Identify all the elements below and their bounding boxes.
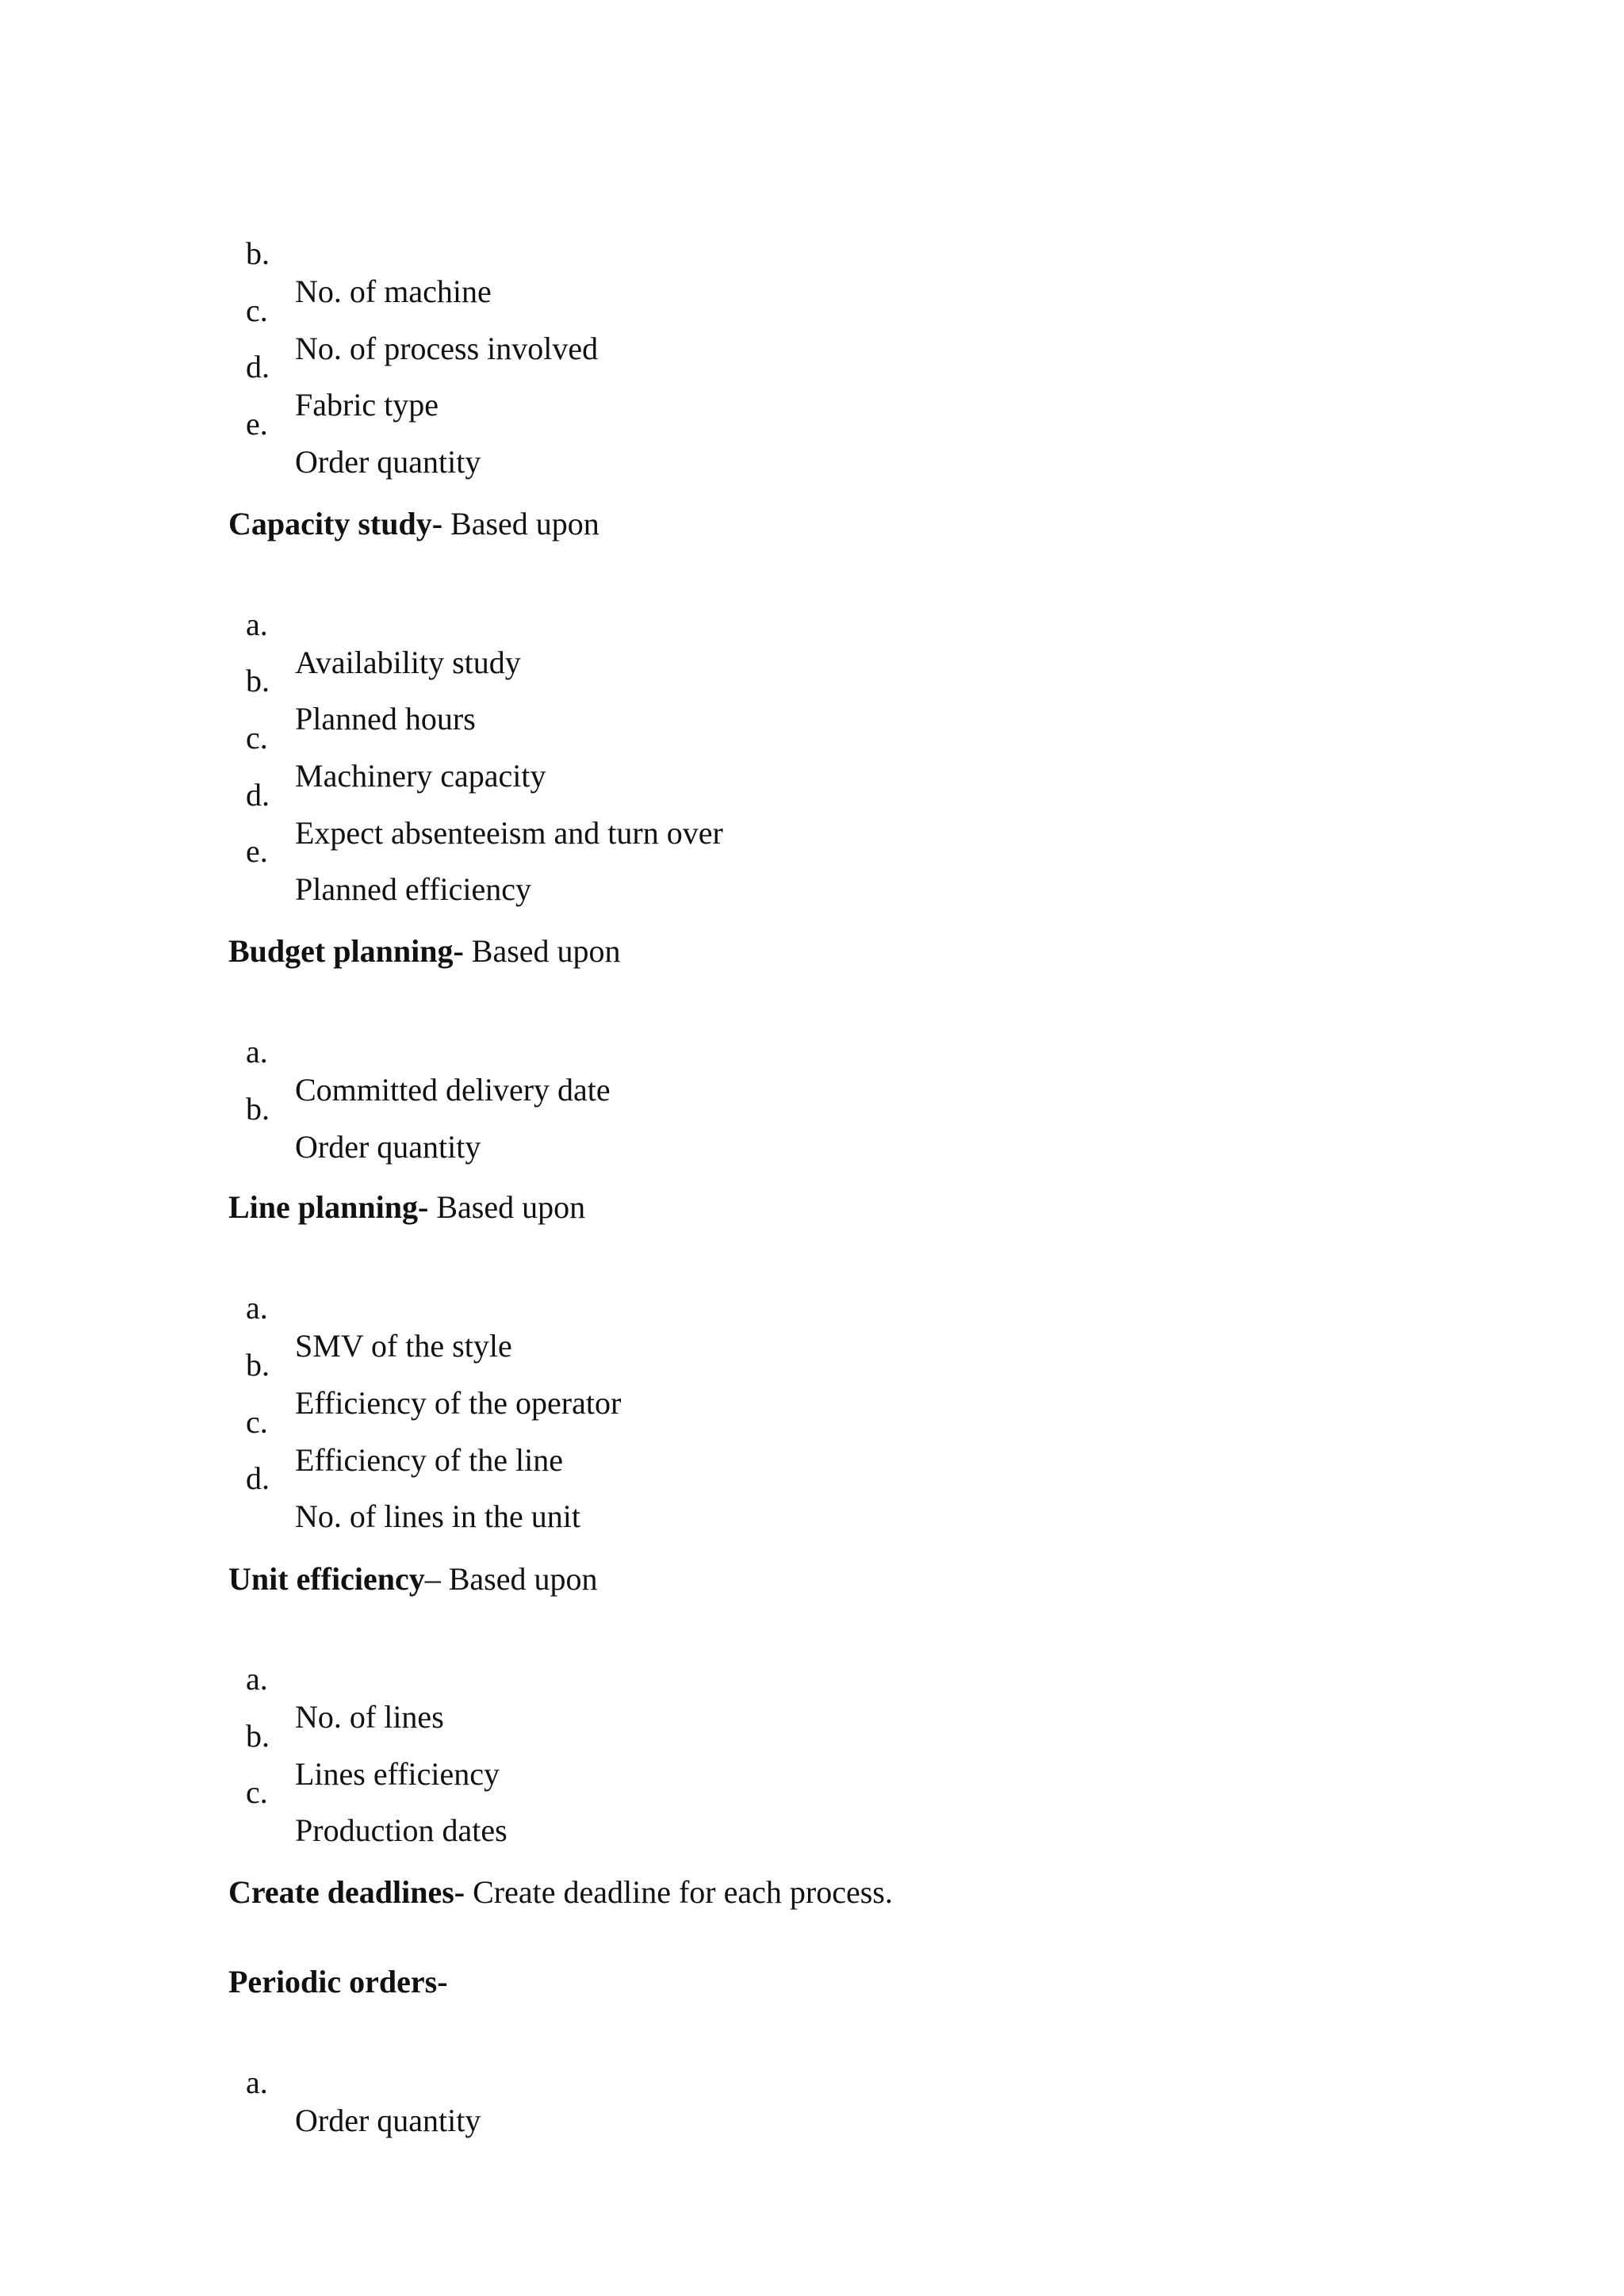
list-item-text: Planned efficiency (295, 871, 532, 907)
heading-label: Periodic orders- (228, 1964, 448, 1999)
section-heading-capacity-study (197, 467, 599, 581)
heading-label: Line planning- (228, 1189, 429, 1225)
list-item-text: Production dates (295, 1812, 508, 1848)
list-marker: a. (246, 1034, 268, 1070)
list-marker: b. (246, 1091, 270, 1127)
list-marker: e. (246, 833, 268, 869)
list-item-text: Order quantity (295, 444, 481, 480)
list-marker: b. (246, 1718, 270, 1754)
heading-rest: Based upon (428, 1189, 586, 1225)
list-marker: b. (246, 663, 270, 698)
heading-rest: Based upon (463, 933, 621, 969)
list-item-text: Order quantity (295, 2103, 481, 2138)
list-item-text: No. of lines in the unit (295, 1498, 580, 1534)
list-marker: c. (246, 720, 268, 756)
list-item (0, 2026, 481, 2178)
list-item-text: Planned hours (295, 701, 476, 737)
list-item-text: Availability study (295, 645, 521, 680)
list-item-text: Machinery capacity (295, 758, 546, 794)
list-item-text: Efficiency of the line (295, 1442, 564, 1478)
list-item-text: Order quantity (295, 1129, 481, 1165)
list-marker: a. (246, 1661, 268, 1697)
section-heading-budget-planning (197, 894, 621, 1008)
heading-label: Unit efficiency (228, 1561, 425, 1597)
list-item-text: Expect absenteeism and turn over (295, 815, 723, 851)
heading-rest: Create deadline for each process. (465, 1874, 893, 1910)
list-marker: b. (246, 235, 270, 271)
list-item-text: Efficiency of the operator (295, 1385, 622, 1421)
section-heading-periodic-orders (197, 1925, 448, 2039)
list-item-text: Lines efficiency (295, 1756, 500, 1792)
list-marker: d. (246, 777, 270, 813)
list-item-text: Committed delivery date (295, 1072, 611, 1108)
list-marker: e. (246, 406, 268, 442)
list-marker: d. (246, 1460, 270, 1496)
list-item-text: SMV of the style (295, 1328, 512, 1364)
heading-label: Create deadlines- (228, 1874, 465, 1910)
list-marker: c. (246, 1404, 268, 1440)
list-marker: c. (246, 293, 268, 328)
list-marker: a. (246, 1290, 268, 1326)
section-heading-unit-efficiency (197, 1522, 597, 1636)
list-item-text: No. of lines (295, 1699, 444, 1735)
list-item-text: Fabric type (295, 387, 439, 423)
list-marker: a. (246, 2064, 268, 2100)
section-heading-line-planning (197, 1150, 585, 1265)
heading-label: Budget planning- (228, 933, 464, 969)
list-marker: d. (246, 349, 270, 385)
list-marker: b. (246, 1347, 270, 1383)
list-marker: c. (246, 1774, 268, 1810)
list-marker: a. (246, 607, 268, 642)
list-item-text: No. of process involved (295, 331, 599, 366)
heading-rest: Based upon (442, 506, 599, 541)
heading-label: Capacity study- (228, 506, 443, 541)
list-item-text: No. of machine (295, 274, 492, 309)
heading-rest: – Based upon (424, 1561, 598, 1597)
